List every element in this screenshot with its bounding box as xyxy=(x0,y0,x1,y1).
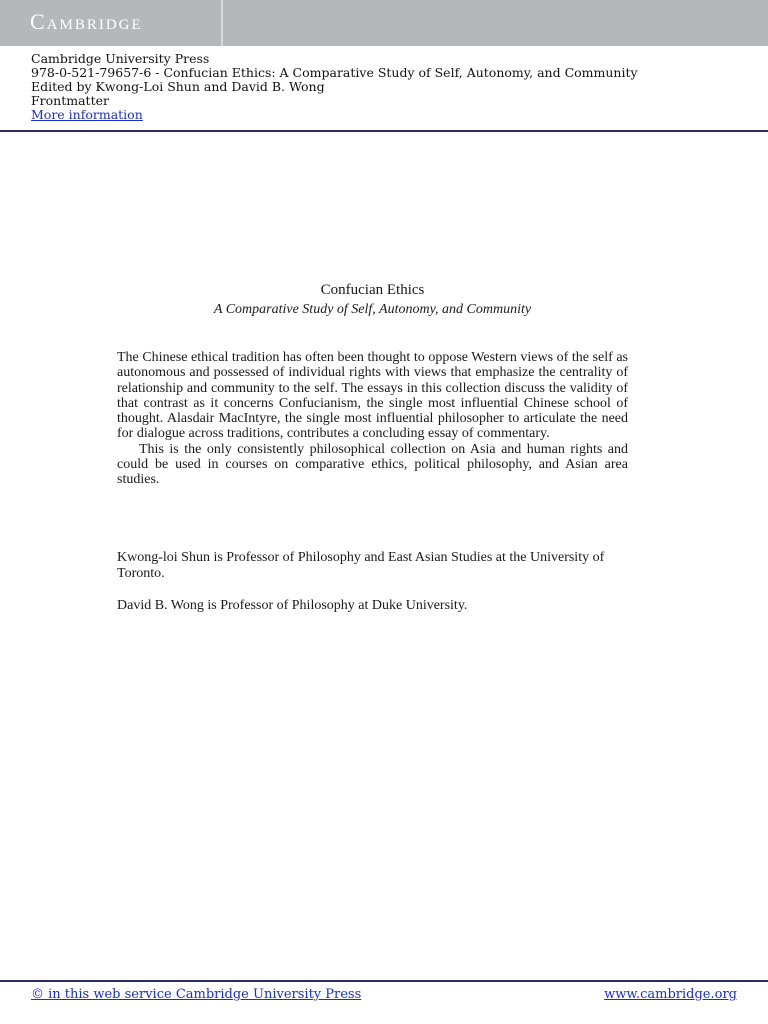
section-line: Frontmatter xyxy=(31,93,109,108)
editors-line: Edited by Kwong-Loi Shun and David B. Wong xyxy=(31,79,325,94)
banner-divider xyxy=(221,0,223,46)
footer-rule xyxy=(0,980,768,982)
header-rule xyxy=(0,130,768,132)
isbn-title-line: 978-0-521-79657-6 - Confucian Ethics: A Comparative Study of Self, Autonomy, and Community xyxy=(31,65,638,80)
editor-bio-wong: David B. Wong is Professor of Philosophy at Duke University. xyxy=(117,598,468,613)
cambridge-logo[interactable]: Cambridge xyxy=(30,9,143,34)
book-subtitle: A Comparative Study of Self, Autonomy, and Community xyxy=(213,302,532,317)
blurb-paragraph: The Chinese ethical tradition has often been thought to oppose Western views of the self as autonomous and possessed of individual rights with views that emphasize the centrality of relationship and community to the self. The essays in this collection discuss the validity of that contrast as it concerns Confucianism, the single most influential Chinese school of thought. Alasdair MacIntyre, the single most influential philosopher to articulate the need for dialogue across traditions, contributes a concluding essay of commentary. xyxy=(117,350,628,442)
citation-header xyxy=(31,52,751,122)
book-blurb xyxy=(117,350,628,488)
editor-bio-shun: Kwong-loi Shun is Professor of Philosophy and East Asian Studies at the University of Toronto. xyxy=(117,550,605,581)
blurb-paragraph: This is the only consistently philosophical collection on Asia and human rights and could be used in courses on comparative ethics, political philosophy, and Asian area studies. xyxy=(117,441,628,488)
top-banner xyxy=(0,0,768,46)
publisher-line: Cambridge University Press xyxy=(31,51,210,66)
more-information-link[interactable]: More information xyxy=(31,107,143,122)
copyright-link[interactable]: © in this web service Cambridge University Press xyxy=(31,987,362,1002)
book-title: Confucian Ethics xyxy=(320,282,425,298)
cambridge-site-link[interactable]: www.cambridge.org xyxy=(604,987,737,1002)
